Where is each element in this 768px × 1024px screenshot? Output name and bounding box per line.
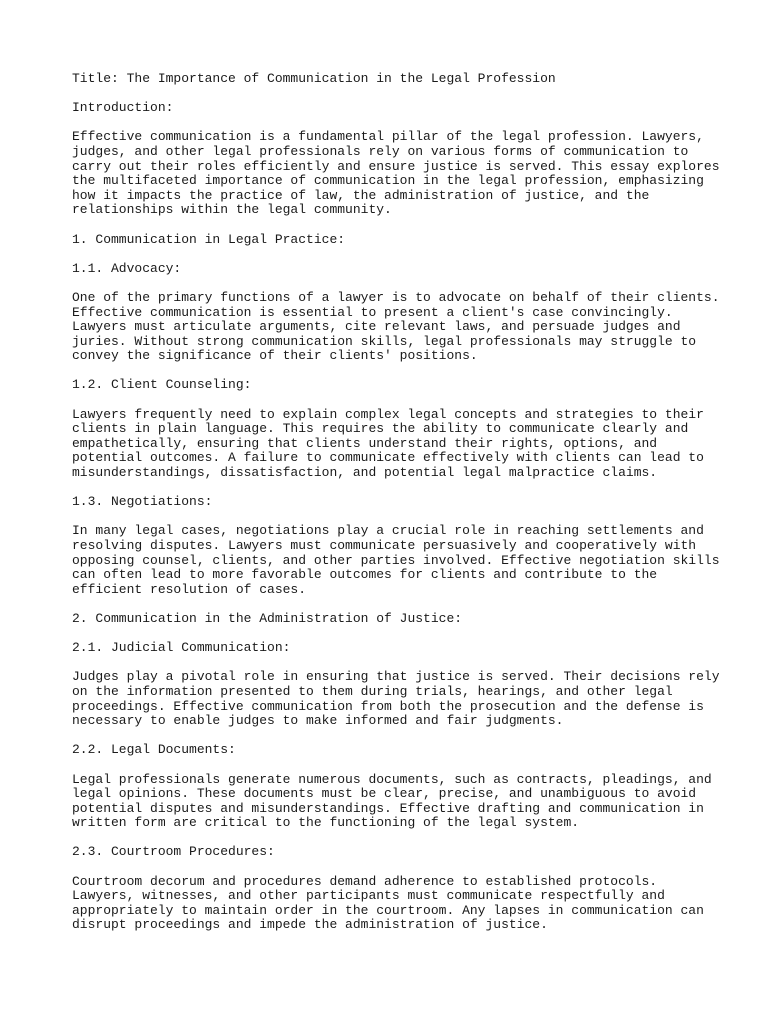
subsection-heading bbox=[72, 845, 712, 860]
text-line: resolving disputes. Lawyers must communicate persuasively and cooperatively with bbox=[72, 538, 697, 553]
body-paragraph bbox=[72, 408, 712, 481]
text-line: potential disputes and misunderstandings. Effective drafting and communication in bbox=[72, 800, 704, 816]
body-paragraph bbox=[72, 669, 720, 729]
text-line: 2.2. Legal Documents: bbox=[72, 742, 236, 758]
text-line: misunderstandings, dissatisfaction, and potential legal malpractice claims. bbox=[72, 465, 658, 481]
text-line: Judges play a pivotal role in ensuring that justice is served. Their decisions rely bbox=[72, 669, 720, 685]
text-line: 1.3. Negotiations: bbox=[72, 494, 213, 510]
text-line: Title: The Importance of Communication in the Legal Profession bbox=[72, 71, 556, 86]
section-heading bbox=[72, 101, 712, 116]
text-line: Legal professionals generate numerous documents, such as contracts, pleadings, and bbox=[72, 771, 712, 787]
text-line: convey the significance of their clients' positions. bbox=[72, 348, 478, 364]
text-line: Lawyers frequently need to explain complex legal concepts and strategies to their bbox=[72, 406, 704, 422]
text-line: Courtroom decorum and procedures demand adherence to established protocols. bbox=[72, 873, 658, 889]
body-paragraph bbox=[72, 875, 712, 933]
text-line: the multifaceted importance of communication in the legal profession, emphasizing bbox=[72, 173, 704, 189]
body-paragraph bbox=[72, 523, 720, 597]
text-line: appropriately to maintain order in the courtroom. Any lapses in communication can bbox=[72, 902, 704, 918]
text-line: Lawyers, witnesses, and other participants must communicate respectfully and bbox=[72, 888, 665, 904]
text-line: Lawyers must articulate arguments, cite relevant laws, and persuade judges and bbox=[72, 319, 681, 335]
subsection-heading bbox=[72, 743, 712, 758]
text-line: 1. Communication in Legal Practice: bbox=[72, 231, 346, 247]
section-heading bbox=[72, 233, 712, 248]
text-line: proceedings. Effective communication from both the prosecution and the defense is bbox=[72, 698, 704, 714]
document-page bbox=[72, 71, 720, 948]
text-line: necessary to enable judges to make informed and fair judgments. bbox=[72, 713, 564, 729]
section-heading bbox=[72, 612, 712, 627]
text-line: In many legal cases, negotiations play a crucial role in reaching settlements and bbox=[72, 523, 704, 539]
text-line: 1.1. Advocacy: bbox=[72, 260, 182, 276]
text-line: judges, and other legal professionals rely on various forms of communication to bbox=[72, 143, 689, 159]
text-line: opposing counsel, clients, and other parties involved. Effective negotiation skills bbox=[72, 552, 720, 568]
text-line: potential outcomes. A failure to communicate effectively with clients can lead to bbox=[72, 450, 704, 466]
body-paragraph bbox=[72, 129, 720, 218]
text-line: 2.1. Judicial Communication: bbox=[72, 640, 291, 656]
text-line: legal opinions. These documents must be clear, precise, and unambiguous to avoid bbox=[72, 786, 697, 802]
text-line: juries. Without strong communication skills, legal professionals may struggle to bbox=[72, 333, 697, 349]
subsection-heading bbox=[72, 378, 712, 393]
body-paragraph bbox=[72, 289, 720, 364]
text-line: empathetically, ensuring that clients understand their rights, options, and bbox=[72, 435, 658, 451]
text-line: carry out their roles efficiently and ensure justice is served. This essay explores bbox=[72, 158, 720, 174]
text-line: efficient resolution of cases. bbox=[72, 581, 307, 597]
text-line: relationships within the legal community. bbox=[72, 202, 392, 218]
subsection-heading bbox=[72, 262, 712, 277]
text-line: written form are critical to the functioning of the legal system. bbox=[72, 815, 580, 831]
text-line: 1.2. Client Counseling: bbox=[72, 377, 252, 393]
text-line: how it impacts the practice of law, the administration of justice, and the bbox=[72, 187, 650, 203]
body-paragraph bbox=[72, 773, 712, 831]
text-line: 2. Communication in the Administration of Justice: bbox=[72, 610, 463, 626]
document-title bbox=[72, 72, 712, 87]
text-line: One of the primary functions of a lawyer is to advocate on behalf of their clients. bbox=[72, 289, 720, 305]
text-line: disrupt proceedings and impede the administration of justice. bbox=[72, 917, 548, 933]
text-line: on the information presented to them during trials, hearings, and other legal bbox=[72, 683, 673, 699]
text-line: clients in plain language. This requires the ability to communicate clearly and bbox=[72, 421, 689, 437]
subsection-heading bbox=[72, 495, 712, 510]
text-line: can often lead to more favorable outcomes for clients and contribute to the bbox=[72, 567, 658, 583]
text-line: Effective communication is a fundamental pillar of the legal profession. Lawyers, bbox=[72, 129, 704, 145]
subsection-heading bbox=[72, 641, 712, 656]
text-line: Effective communication is essential to present a client's case convincingly. bbox=[72, 304, 673, 320]
text-line: Introduction: bbox=[72, 100, 174, 116]
text-line: 2.3. Courtroom Procedures: bbox=[72, 844, 275, 860]
